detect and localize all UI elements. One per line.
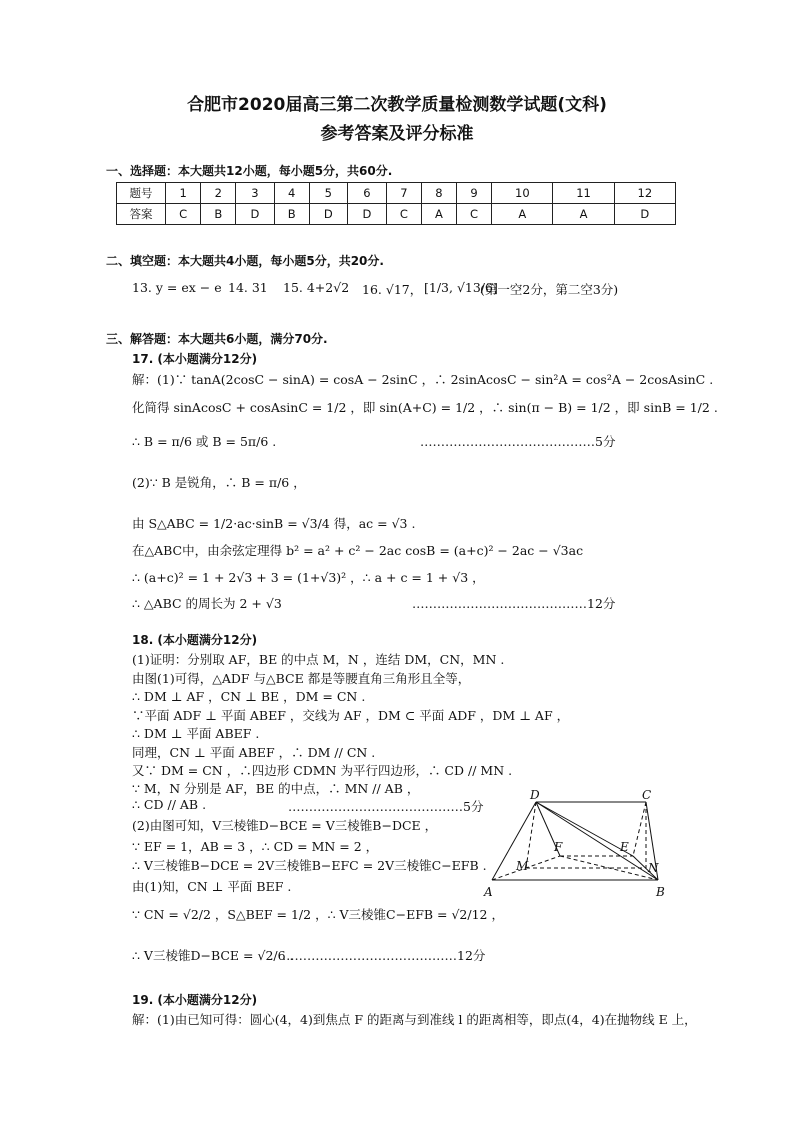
- label-f: F: [554, 840, 563, 854]
- table-cell: D: [309, 204, 348, 225]
- q18-line: ∵ CN = √2/2 ，S△BEF = 1/2 ，∴ V三棱锥C−EFB = √2/12 ，: [132, 907, 504, 922]
- answer-14: 14. 31: [228, 280, 268, 295]
- table-cell: 1: [166, 183, 201, 204]
- q18-line: 由(1)知，CN ⊥ 平面 BEF .: [132, 879, 292, 894]
- section2-heading: 二、填空题：本大题共4小题，每小题5分，共20分.: [106, 254, 384, 268]
- q18-line: (1)证明：分别取 AF，BE 的中点 M，N ，连结 DM，CN，MN .: [132, 652, 505, 667]
- table-cell: 3: [236, 183, 275, 204]
- q18-line: ∴ DM ⊥ AF ，CN ⊥ BE ，DM = CN .: [132, 689, 366, 704]
- row-label-answer: 答案: [117, 204, 166, 225]
- table-cell: C: [456, 204, 491, 225]
- section1-heading: 一、选择题：本大题共12小题，每小题5分，共60分.: [106, 164, 393, 178]
- q17-line: 化简得 sinAcosC + cosAsinC = 1/2 ，即 sin(A+C) = 1/2 ，∴ sin(π − B) = 1/2 ，即 sinB = 1/2 .: [132, 400, 718, 415]
- q17-line: ∴ B = π/6 或 B = 5π/6 .: [132, 434, 277, 449]
- q18-title: 18. (本小题满分12分): [132, 633, 258, 647]
- answer-16-interval: [1/3, √13/6]: [424, 280, 498, 295]
- row-label-number: 题号: [117, 183, 166, 204]
- q19-line: 解：(1)由已知可得：圆心(4，4)到焦点 F 的距离与到准线 l 的距离相等，即点(4，4)在抛物线 E 上，: [132, 1012, 697, 1027]
- table-cell: C: [166, 204, 201, 225]
- page-subtitle: 参考答案及评分标准: [320, 124, 474, 144]
- q17-line: 解：(1)∵ tanA(2cosC − sinA) = cosA − 2sinC ，∴ 2sinAcosC − sin²A = cos²A − 2cosAsinC .: [132, 372, 714, 387]
- table-cell: 5: [309, 183, 348, 204]
- q17-line: ∴ (a+c)² = 1 + 2√3 + 3 = (1+√3)² ，∴ a + c = 1 + √3 ，: [132, 570, 485, 585]
- table-cell: A: [422, 204, 457, 225]
- q18-line: ∴ CD // AB .: [132, 797, 207, 812]
- q18-line: ∴ DM ⊥ 平面 ABEF .: [132, 726, 260, 741]
- answer-table: [116, 182, 676, 225]
- table-cell: 11: [553, 183, 614, 204]
- table-cell: D: [236, 204, 275, 225]
- q17-line: (2)∵ B 是锐角，∴ B = π/6 ，: [132, 475, 306, 490]
- table-cell: 9: [456, 183, 491, 204]
- label-a: A: [484, 885, 493, 899]
- table-row: [117, 183, 676, 204]
- edge-de: [536, 802, 633, 856]
- answer-15: 15. 4+2√2: [283, 280, 350, 295]
- edge-fb: [560, 856, 658, 880]
- table-row: [117, 204, 676, 225]
- page-title: 合肥市2020届高三第二次教学质量检测数学试题(文科): [187, 95, 607, 115]
- answer-13: 13. y = ex − e: [132, 280, 222, 295]
- table-cell: B: [274, 204, 309, 225]
- label-c: C: [642, 790, 652, 802]
- section3-heading: 三、解答题：本大题共6小题，满分70分.: [106, 332, 328, 346]
- edge-ce: [633, 802, 646, 856]
- q18-line: ∵ EF = 1，AB = 3 ，∴ CD = MN = 2 ，: [132, 839, 379, 854]
- table-cell: 12: [614, 183, 675, 204]
- table-cell: 2: [201, 183, 236, 204]
- q17-line: 由 S△ABC = 1/2·ac·sinB = √3/4 得，ac = √3 .: [132, 516, 416, 531]
- q18-line: ∴ V三棱锥D−BCE = √2/6 .: [132, 948, 294, 963]
- table-cell: D: [614, 204, 675, 225]
- label-e: E: [620, 840, 629, 854]
- q17-title: 17. (本小题满分12分): [132, 352, 258, 366]
- q18-line: 由图(1)可得，△ADF 与△BCE 都是等腰直角三角形且全等，: [132, 671, 471, 686]
- score-dots: ……………………………………5分: [420, 434, 616, 449]
- geometry-figure: [478, 790, 688, 905]
- table-cell: B: [201, 204, 236, 225]
- table-cell: C: [386, 204, 421, 225]
- label-n: N: [648, 861, 659, 875]
- table-cell: 6: [348, 183, 387, 204]
- label-d: D: [530, 790, 540, 802]
- q18-line: ∵平面 ADF ⊥ 平面 ABEF ，交线为 AF ，DM ⊂ 平面 ADF ，DM ⊥ AF ，: [132, 708, 570, 723]
- q18-line: ∵ M，N 分别是 AF，BE 的中点，∴ MN // AB ，: [132, 781, 420, 796]
- table-cell: D: [348, 204, 387, 225]
- q18-line: 又∵ DM = CN ，∴四边形 CDMN 为平行四边形，∴ CD // MN .: [132, 763, 513, 778]
- q17-line: 在△ABC中，由余弦定理得 b² = a² + c² − 2ac cosB = (a+c)² − 2ac − √3ac: [132, 543, 584, 558]
- table-cell: A: [492, 204, 553, 225]
- label-m: M: [516, 859, 529, 873]
- q17-line: ∴ △ABC 的周长为 2 + √3: [132, 596, 282, 611]
- table-cell: 10: [492, 183, 553, 204]
- q18-line: ∴ V三棱锥B−DCE = 2V三棱锥B−EFC = 2V三棱锥C−EFB .: [132, 858, 487, 873]
- score-dots: ……………………………………5分: [288, 799, 484, 814]
- table-cell: 8: [422, 183, 457, 204]
- q18-line: (2)由图可知，V三棱锥D−BCE = V三棱锥B−DCE ，: [132, 818, 438, 833]
- answer-16-note: (第一空2分，第二空3分): [480, 282, 619, 297]
- score-dots: ……………………………………12分: [282, 948, 486, 963]
- label-b: B: [656, 885, 665, 899]
- q19-title: 19. (本小题满分12分): [132, 993, 258, 1007]
- answer-16: 16. √17，: [362, 282, 423, 297]
- table-cell: 7: [386, 183, 421, 204]
- score-dots: ……………………………………12分: [412, 596, 616, 611]
- q18-line: 同理，CN ⊥ 平面 ABEF ，∴ DM // CN .: [132, 745, 376, 760]
- table-cell: 4: [274, 183, 309, 204]
- table-cell: A: [553, 204, 614, 225]
